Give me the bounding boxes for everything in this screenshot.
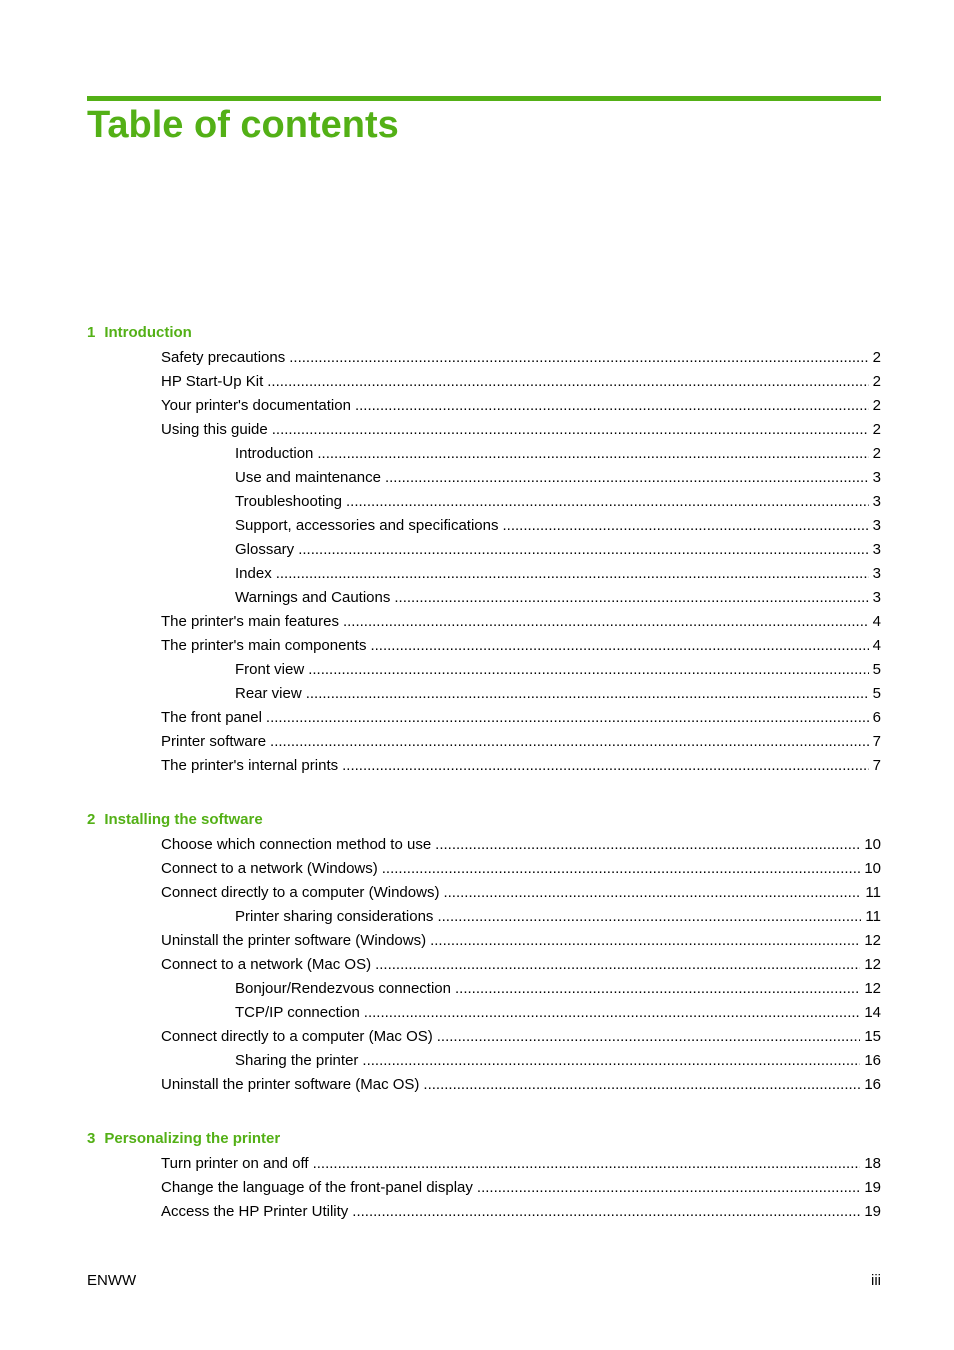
entry-page-number: 18 [864,1155,881,1172]
dot-leader [437,905,861,929]
chapter-title: Installing the software [104,811,263,828]
title-rule [87,96,881,101]
entry-title: Warnings and Cautions [235,589,391,606]
toc-entry-link[interactable] [87,1001,881,1025]
toc-entry-link[interactable] [87,442,881,466]
toc-entry-link[interactable] [87,857,881,881]
entry-title: The printer's main components [161,637,367,654]
dot-leader [394,586,868,610]
dot-leader [267,370,868,394]
dot-leader [375,953,860,977]
dot-leader [276,562,869,586]
entry-title: Uninstall the printer software (Mac OS) [161,1076,420,1093]
toc-chapter [87,1126,881,1224]
entry-page-number: 10 [864,860,881,877]
chapter-title: Personalizing the printer [104,1130,281,1147]
entry-title: Using this guide [161,421,268,438]
dot-leader [266,706,869,730]
toc-entry-link[interactable] [87,929,881,953]
entry-page-number: 4 [872,637,881,654]
dot-leader [455,977,860,1001]
entry-page-number: 3 [872,541,881,558]
entry-page-number: 3 [872,517,881,534]
entry-title: Choose which connection method to use [161,836,432,853]
entry-page-number: 12 [864,980,881,997]
entry-page-number: 16 [864,1076,881,1093]
toc-entry-link[interactable] [87,610,881,634]
toc-entry-link[interactable] [87,1025,881,1049]
toc-entry-link[interactable] [87,658,881,682]
entry-title: The front panel [161,709,262,726]
toc-entry-link[interactable] [87,466,881,490]
entry-page-number: 12 [864,932,881,949]
chapter-number: 2 [87,811,96,828]
toc-entry-link[interactable] [87,538,881,562]
entry-page-number: 2 [872,421,881,438]
toc-entry-link[interactable] [87,754,881,778]
toc-entry-link[interactable] [87,586,881,610]
toc-entry-link[interactable] [87,514,881,538]
dot-leader [423,1073,860,1097]
chapter-number: 3 [87,1130,96,1147]
page-title: Table of contents [87,104,399,146]
toc-entry-link[interactable] [87,881,881,905]
dot-leader [502,514,868,538]
entry-title: Change the language of the front-panel display [161,1179,473,1196]
dot-leader [308,658,868,682]
footer-page-number: iii [871,1272,881,1289]
entry-title: Front view [235,661,305,678]
entry-page-number: 2 [872,349,881,366]
toc-entry-link[interactable] [87,977,881,1001]
toc-entry-link[interactable] [87,490,881,514]
dot-leader [270,730,869,754]
dot-leader [306,682,869,706]
dot-leader [355,394,869,418]
toc-entry-link[interactable] [87,1200,881,1224]
toc-entry-link[interactable] [87,370,881,394]
entry-page-number: 11 [865,908,881,925]
toc-chapter [87,320,881,778]
dot-leader [343,610,869,634]
entry-title: Turn printer on and off [161,1155,309,1172]
entry-page-number: 3 [872,493,881,510]
dot-leader [437,1025,861,1049]
dot-leader [362,1049,860,1073]
chapter-number: 1 [87,324,96,341]
entry-page-number: 5 [872,685,881,702]
entry-page-number: 19 [864,1179,881,1196]
toc-entry-link[interactable] [87,634,881,658]
toc-list [87,320,881,1224]
dot-leader [435,833,860,857]
entry-page-number: 5 [872,661,881,678]
entry-page-number: 11 [865,884,881,901]
entry-title: Troubleshooting [235,493,343,510]
entry-page-number: 12 [864,956,881,973]
entry-page-number: 3 [872,469,881,486]
dot-leader [370,634,868,658]
toc-entry-link[interactable] [87,346,881,370]
entry-title: Uninstall the printer software (Windows) [161,932,427,949]
entry-page-number: 6 [872,709,881,726]
dot-leader [430,929,860,953]
toc-entry-link[interactable] [87,418,881,442]
entry-title: Glossary [235,541,295,558]
entry-page-number: 7 [872,733,881,750]
entry-page-number: 2 [872,397,881,414]
toc-entry-link[interactable] [87,706,881,730]
entry-title: Your printer's documentation [161,397,351,414]
dot-leader [346,490,869,514]
entry-title: The printer's main features [161,613,339,630]
chapter-heading-link[interactable] [87,807,881,833]
dot-leader [272,418,869,442]
toc-entry-link[interactable] [87,730,881,754]
entry-title: Connect directly to a computer (Windows) [161,884,440,901]
toc-entry-link[interactable] [87,562,881,586]
dot-leader [342,754,869,778]
entry-page-number: 14 [864,1004,881,1021]
entry-page-number: 7 [872,757,881,774]
chapter-title: Introduction [104,324,192,341]
entry-title: Safety precautions [161,349,286,366]
entry-title: Sharing the printer [235,1052,359,1069]
entry-title: Introduction [235,445,314,462]
toc-entry-link[interactable] [87,905,881,929]
toc-entry-link[interactable] [87,1176,881,1200]
dot-leader [289,346,868,370]
toc-entry-link[interactable] [87,394,881,418]
entry-page-number: 2 [872,445,881,462]
toc-chapter [87,807,881,1097]
toc-entry-link[interactable] [87,1049,881,1073]
entry-title: Bonjour/Rendezvous connection [235,980,451,997]
entry-title: TCP/IP connection [235,1004,360,1021]
entry-page-number: 2 [872,373,881,390]
dot-leader [298,538,868,562]
entry-page-number: 4 [872,613,881,630]
dot-leader [385,466,869,490]
entry-page-number: 3 [872,589,881,606]
entry-title: Connect to a network (Windows) [161,860,378,877]
entry-title: Connect to a network (Mac OS) [161,956,372,973]
entry-page-number: 3 [872,565,881,582]
dot-leader [443,881,861,905]
entry-title: Rear view [235,685,302,702]
chapter-heading-link[interactable] [87,320,881,346]
entry-title: HP Start-Up Kit [161,373,264,390]
dot-leader [352,1200,860,1224]
entry-title: Printer software [161,733,267,750]
toc-entry-link[interactable] [87,682,881,706]
entry-title: Index [235,565,272,582]
entry-page-number: 10 [864,836,881,853]
entry-title: The printer's internal prints [161,757,339,774]
entry-title: Printer sharing considerations [235,908,434,925]
toc-entry-link[interactable] [87,833,881,857]
toc-entry-link[interactable] [87,953,881,977]
dot-leader [382,857,861,881]
entry-title: Access the HP Printer Utility [161,1203,349,1220]
entry-page-number: 16 [864,1052,881,1069]
toc-entry-link[interactable] [87,1073,881,1097]
page-footer [87,1271,881,1291]
entry-title: Support, accessories and specifications [235,517,499,534]
chapter-heading-link[interactable] [87,1126,881,1152]
entry-title: Connect directly to a computer (Mac OS) [161,1028,433,1045]
toc-entry-link[interactable] [87,1152,881,1176]
dot-leader [317,442,868,466]
entry-page-number: 19 [864,1203,881,1220]
dot-leader [477,1176,860,1200]
entry-page-number: 15 [864,1028,881,1045]
dot-leader [364,1001,861,1025]
dot-leader [313,1152,861,1176]
footer-doc-code: ENWW [87,1272,137,1289]
entry-title: Use and maintenance [235,469,381,486]
